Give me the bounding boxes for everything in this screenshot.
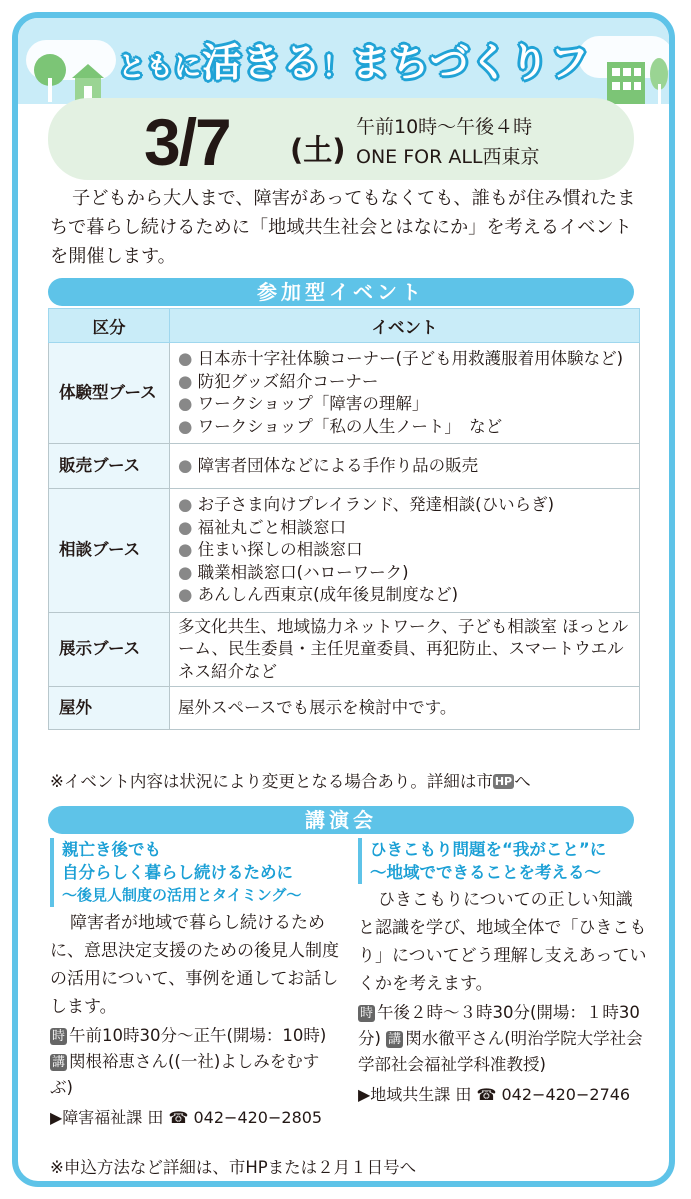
lecture-title bbox=[50, 838, 340, 907]
column-header: 区分 bbox=[49, 309, 170, 343]
lecture-contact: ▶地域共生課 田 ☎ 042−420−2746 bbox=[358, 1085, 631, 1104]
event-venue: ONE FOR ALL西東京 bbox=[356, 146, 540, 168]
table-row bbox=[49, 612, 640, 687]
table-row bbox=[49, 444, 640, 489]
column-header: イベント bbox=[170, 309, 640, 343]
bullet-icon: ● bbox=[178, 371, 198, 391]
lecture-title-line: 自分らしく暮らし続けるために bbox=[62, 863, 293, 882]
row-category: 販売ブース bbox=[49, 444, 170, 489]
time-badge-icon: 時 bbox=[51, 1029, 65, 1044]
event-text: 屋外スペースでも展示を検討中です。 bbox=[178, 697, 457, 717]
table-header-row bbox=[49, 309, 640, 343]
event-time: 午前10時〜午後４時 bbox=[356, 116, 533, 138]
bullet-icon: ● bbox=[178, 349, 198, 368]
lecture-right bbox=[358, 838, 648, 1105]
lecture-title bbox=[358, 838, 648, 884]
event-time-venue bbox=[356, 112, 540, 172]
event-item bbox=[178, 562, 631, 585]
row-events bbox=[170, 343, 640, 444]
bullet-icon: ● bbox=[178, 562, 198, 582]
row-events bbox=[170, 687, 640, 730]
intro-text: 子どもから大人まで、障害があってもなくても、誰もが住み慣れたまちで暮らし続けるために「地域共生社会とはなにか」を考えるイベントを開催します。 bbox=[50, 188, 636, 267]
bullet-icon: ● bbox=[178, 416, 198, 436]
event-item-text: 住まい探しの相談窓口 bbox=[197, 540, 363, 559]
header-banner bbox=[18, 18, 669, 104]
participation-heading: 参加型イベント bbox=[48, 278, 634, 306]
bullet-icon: ● bbox=[178, 455, 198, 475]
event-text: 多文化共生、地域協力ネットワーク、子ども相談室 ほっとルーム、民生委員・主任児童委員、再犯防止、スマートウエルネス紹介など bbox=[178, 616, 629, 681]
event-item-text: 職業相談窓口(ハローワーク) bbox=[197, 562, 409, 582]
lecture-info bbox=[358, 1000, 648, 1078]
event-item-text: 福祉丸ごと相談窓口 bbox=[197, 517, 347, 537]
event-item bbox=[178, 494, 631, 517]
lecture-left bbox=[50, 838, 340, 1128]
time-badge-icon: 時 bbox=[359, 1006, 373, 1021]
event-item bbox=[178, 416, 631, 439]
lectures-heading: 講演会 bbox=[48, 806, 634, 834]
row-category: 相談ブース bbox=[49, 489, 170, 613]
lecture-title-line: ひきこもり問題を“我がこと”に bbox=[370, 840, 607, 859]
event-item bbox=[178, 455, 631, 478]
lecture-title-line: 〜地域でできることを考える〜 bbox=[370, 863, 601, 882]
lecture-body: ひきこもりについての正しい知識と認識を学び、地域全体で「ひきこもり」についてどう理解し支えあっていくかを考えます。 bbox=[358, 890, 647, 994]
table-row bbox=[49, 687, 640, 730]
building-illustration-right bbox=[603, 48, 673, 104]
lecture-speaker: 関根裕恵さん((一社)よしみをむすぶ) bbox=[50, 1052, 320, 1097]
bullet-icon: ● bbox=[178, 495, 198, 514]
tree-house-illustration-left bbox=[30, 48, 110, 104]
lecture-time: 午後２時〜３時30分(開場：１時30分) bbox=[358, 1003, 640, 1048]
footnote: ※申込方法など詳細は、市HPまたは２月１日号へ bbox=[50, 1158, 417, 1177]
row-events bbox=[170, 612, 640, 687]
bullet-icon: ● bbox=[178, 517, 198, 537]
participation-note bbox=[50, 768, 531, 792]
lecture-speaker: 関水徹平さん(明治学院大学社会学部社会福祉学科准教授) bbox=[358, 1029, 643, 1074]
event-item bbox=[178, 517, 631, 540]
event-item bbox=[178, 539, 631, 562]
title-part-b: 活きる bbox=[202, 41, 323, 86]
row-category: 展示ブース bbox=[49, 612, 170, 687]
event-item bbox=[178, 584, 631, 607]
event-item-text: 防犯グッズ紹介コーナー bbox=[197, 371, 379, 391]
event-weekday: (土) bbox=[290, 133, 346, 167]
event-item-text: あんしん西東京(成年後見制度など) bbox=[197, 585, 459, 604]
event-date: 3/7 bbox=[144, 105, 230, 179]
note-text-end: へ bbox=[514, 772, 531, 791]
note-text: ※イベント内容は状況により変更となる場合あり。詳細は市 bbox=[50, 772, 493, 791]
bullet-icon: ● bbox=[178, 585, 198, 604]
event-item bbox=[178, 348, 631, 371]
lecture-body: 障害者が地域で暮らし続けるために、意思決定支援のための後見人制度の活用について、事例を通してお話しします。 bbox=[50, 913, 339, 1017]
hp-icon: HP bbox=[494, 775, 513, 788]
table-row bbox=[49, 343, 640, 444]
row-events bbox=[170, 444, 640, 489]
bullet-icon: ● bbox=[178, 394, 198, 413]
title-part-d: まちづくりフ bbox=[350, 41, 590, 86]
lecture-title-line: 親亡き後でも bbox=[62, 840, 161, 859]
bullet-icon: ● bbox=[178, 540, 198, 559]
speaker-badge-icon: 講 bbox=[51, 1055, 65, 1070]
event-item-text: お子さま向けプレイランド、発達相談(ひいらぎ) bbox=[197, 495, 555, 514]
title-part-a: ともに bbox=[118, 52, 203, 83]
event-item-text: 障害者団体などによる手作り品の販売 bbox=[197, 455, 479, 475]
event-item-text: ワークショップ「私の人生ノート」 など bbox=[197, 416, 503, 436]
table-row bbox=[49, 489, 640, 613]
participation-table bbox=[48, 308, 640, 730]
row-category: 屋外 bbox=[49, 687, 170, 730]
lecture-time: 午前10時30分〜正午(開場：10時) bbox=[69, 1026, 327, 1045]
event-panel bbox=[12, 12, 675, 1187]
event-item bbox=[178, 371, 631, 394]
lecture-contact: ▶障害福祉課 田 ☎ 042−420−2805 bbox=[50, 1108, 323, 1127]
speaker-badge-icon: 講 bbox=[388, 1032, 402, 1047]
date-banner bbox=[48, 98, 634, 180]
row-category: 体験型ブース bbox=[49, 343, 170, 444]
event-item-text: 日本赤十字社体験コーナー(子ども用救護服着用体験など) bbox=[197, 349, 624, 368]
event-item-text: ワークショップ「障害の理解」 bbox=[197, 394, 429, 413]
lecture-title-line: 〜後見人制度の活用とタイミング〜 bbox=[62, 886, 302, 904]
row-events bbox=[170, 489, 640, 613]
title-part-c: ！ bbox=[322, 52, 351, 83]
lecture-info bbox=[50, 1023, 340, 1101]
event-item bbox=[178, 393, 631, 416]
